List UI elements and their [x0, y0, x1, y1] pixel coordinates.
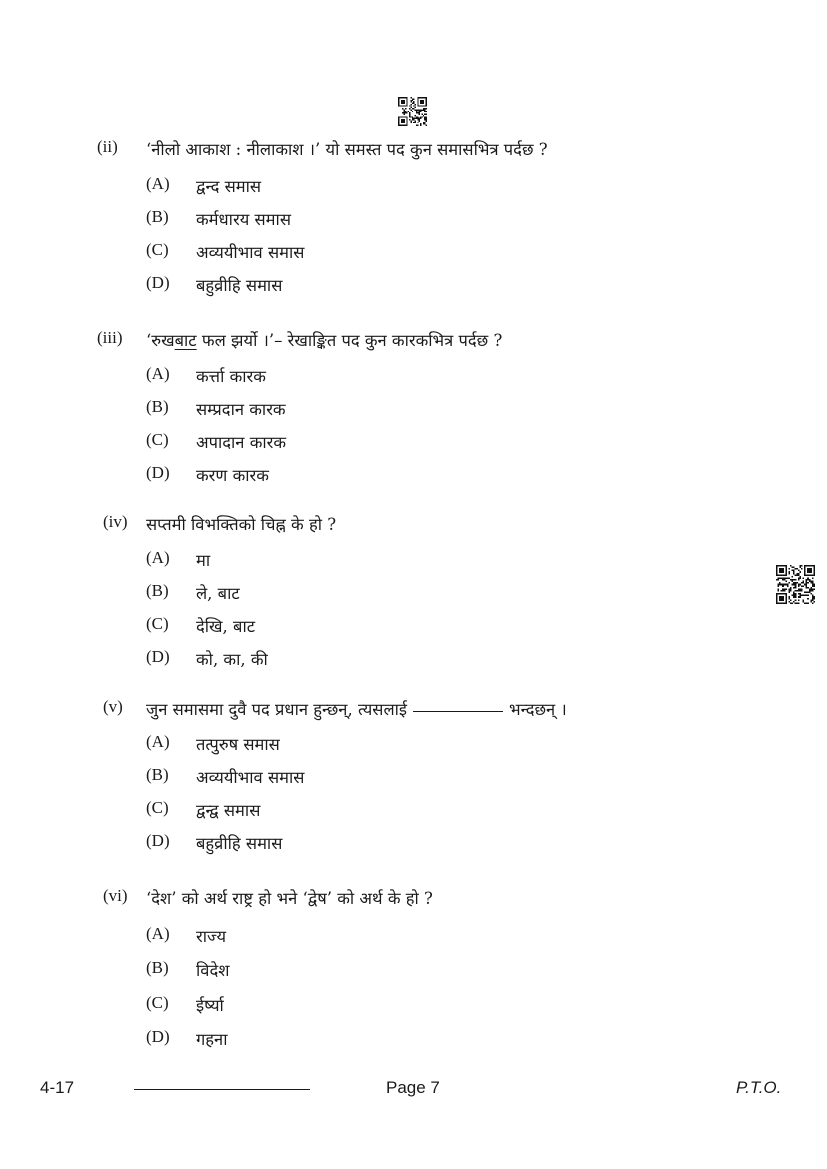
option-text: मा: [196, 551, 211, 570]
question-number: (iv): [103, 512, 128, 531]
option-label: (C): [146, 993, 169, 1012]
qr-code-icon: [398, 97, 427, 126]
question-text-post: भन्दछन् ।: [509, 700, 567, 719]
question-number: (iii): [97, 328, 123, 347]
paper-code: 4-17: [40, 1078, 75, 1097]
option-text: ले, बाट: [196, 584, 240, 603]
option-text: देखि, बाट: [196, 617, 256, 636]
question-number: (ii): [97, 137, 118, 156]
question-number: (vi): [103, 886, 128, 905]
option-text: कर्त्ता कारक: [196, 367, 266, 386]
page-number: Page 7: [386, 1078, 440, 1097]
option-label: (B): [146, 397, 169, 416]
question-text: ‘देश’ को अर्थ राष्ट्र हो भने ‘द्वेष’ को अर्थ के हो ?: [146, 889, 433, 908]
question-text: [146, 328, 502, 351]
option-label: (B): [146, 581, 169, 600]
option-label: (C): [146, 614, 169, 633]
option-label: (D): [146, 273, 170, 292]
answer-blank: [413, 711, 503, 712]
option-text: विदेश: [196, 961, 230, 980]
option-label: (A): [146, 364, 170, 383]
question-text-pre: ‘रुख: [146, 331, 175, 350]
question-text-post: फल झर्यो ।’– रेखाङ्कित पद कुन कारकभित्र पर्दछ ?: [196, 331, 503, 350]
option-label: (D): [146, 463, 170, 482]
question-text: [146, 697, 567, 720]
option-label: (B): [146, 207, 169, 226]
pto-label: P.T.O.: [736, 1078, 782, 1097]
option-text: करण कारक: [196, 466, 269, 485]
option-label: (A): [146, 924, 170, 943]
option-text: अपादान कारक: [196, 433, 287, 452]
option-text: कर्मधारय समास: [196, 210, 291, 229]
option-label: (B): [146, 958, 169, 977]
question-number: (v): [103, 697, 123, 716]
option-text: अव्ययीभाव समास: [196, 768, 305, 787]
option-label: (A): [146, 548, 170, 567]
option-label: (A): [146, 732, 170, 751]
footer-divider: [134, 1089, 310, 1090]
option-text: सम्प्रदान कारक: [196, 400, 286, 419]
option-text: गहना: [196, 1030, 228, 1049]
option-label: (D): [146, 1027, 170, 1046]
option-label: (D): [146, 647, 170, 666]
qr-code-icon: [776, 565, 815, 604]
option-label: (D): [146, 831, 170, 850]
question-text-pre: जुन समासमा दुवै पद प्रधान हुन्छन्, त्यसलाई: [146, 700, 408, 719]
option-text: द्वन्द समास: [196, 177, 262, 196]
option-text: को, का, की: [196, 650, 268, 669]
question-text: ‘नीलो आकाश : नीलाकाश ।’ यो समस्त पद कुन समासभित्र पर्दछ ?: [146, 140, 548, 159]
option-label: (B): [146, 765, 169, 784]
option-label: (C): [146, 430, 169, 449]
option-text: द्वन्द्व समास: [196, 801, 261, 820]
underlined-word: बाट: [174, 331, 197, 350]
option-text: तत्पुरुष समास: [196, 735, 280, 754]
option-text: ईर्ष्या: [196, 996, 224, 1015]
option-label: (C): [146, 798, 169, 817]
option-text: बहुव्रीहि समास: [196, 276, 283, 295]
option-text: बहुव्रीहि समास: [196, 834, 283, 853]
option-text: अव्ययीभाव समास: [196, 243, 305, 262]
option-label: (A): [146, 174, 170, 193]
option-label: (C): [146, 240, 169, 259]
question-text: सप्तमी विभक्तिको चिह्न के हो ?: [146, 515, 337, 534]
option-text: राज्य: [196, 927, 227, 946]
